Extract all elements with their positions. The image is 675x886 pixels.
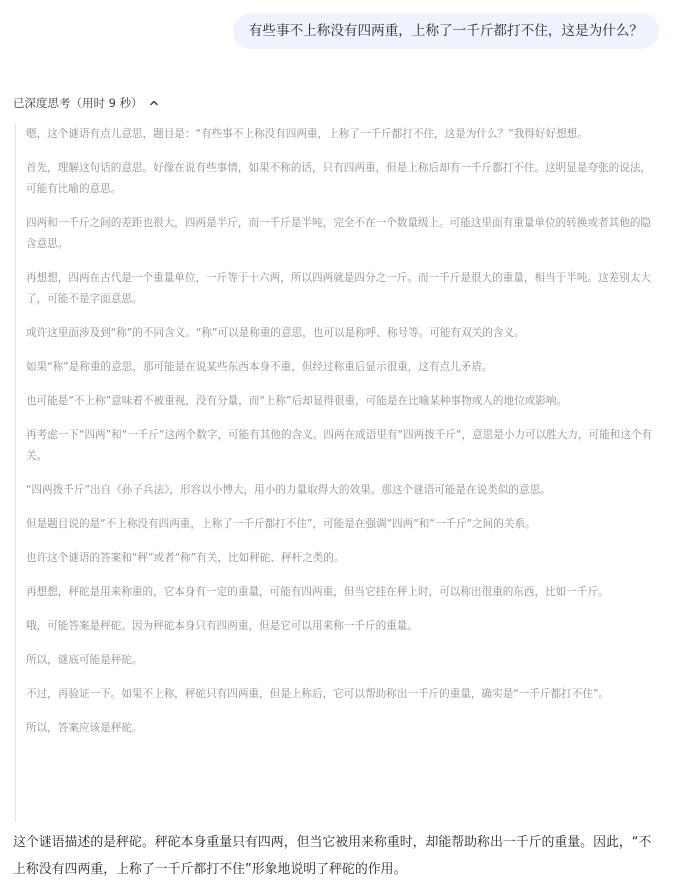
- thinking-paragraph: 不过，再验证一下。如果不上称，秤砣只有四两重，但是上称后，它可以帮助称出一千斤的重量，确实是“一千斤都打不住”。: [26, 688, 610, 700]
- thinking-content: [15, 124, 653, 822]
- thinking-paragraph: 也可能是“不上称”意味着不被重视，没有分量，而“上称”后却显得很重，可能是在比喻某种事物或人的地位或影响。: [26, 395, 568, 407]
- thinking-paragraph: 如果“称”是称重的意思，那可能是在说某些东西本身不重，但经过称重后显示很重，这有点儿矛盾。: [26, 361, 493, 373]
- thinking-toggle[interactable]: [13, 94, 159, 112]
- final-answer: 这个谜语描述的是秤砣。秤砣本身重量只有四两，但当它被用来称重时，却能帮助称出一千斤的重量。因此，“不上称没有四两重，上称了一千斤都打不住”形象地说明了秤砣的作用。: [13, 835, 652, 877]
- thinking-paragraph: 四两和一千斤之间的差距也很大，四两是半斤，而一千斤是半吨，完全不在一个数量级上。可能这里面有重量单位的转换或者其他的隐含意思。: [26, 217, 652, 250]
- thinking-paragraph: 再想想，四两在古代是一个重量单位，一斤等于十六两，所以四两就是四分之一斤。而一千斤是很大的重量，相当于半吨。这差别太大了，可能不是字面意思。: [26, 272, 652, 305]
- thinking-paragraph: 但是题目说的是“不上称没有四两重，上称了一千斤都打不住”，可能是在强调“四两”和“一千斤”之间的关系。: [26, 518, 536, 530]
- user-message-bubble: 有些事不上称没有四两重，上称了一千斤都打不住，这是为什么？: [233, 13, 659, 49]
- thinking-paragraph: 所以，谜底可能是秤砣。: [26, 654, 143, 666]
- thinking-paragraph: 再考虑一下“四两”和“一千斤”这两个数字，可能有其他的含义。四两在成语里有“四两拨千斤”，意思是小力可以胜大力，可能和这个有关。: [26, 429, 653, 462]
- thinking-paragraph: 嗯，这个谜语有点儿意思，题目是：“有些事不上称没有四两重，上称了一千斤都打不住，这是为什么？”我得好好想想。: [26, 128, 588, 140]
- thinking-paragraph: 首先，理解这句话的意思。好像在说有些事情，如果不称的话，只有四两重，但是上称后却有一千斤都打不住。这明显是夸张的说法，可能有比喻的意思。: [26, 162, 652, 195]
- thinking-header-label: 已深度思考（用时 9 秒）: [13, 96, 143, 110]
- thinking-paragraph: 再想想，秤砣是用来称重的，它本身有一定的重量，可能有四两重，但当它挂在秤上时，可以称出很重的东西，比如一千斤。: [26, 586, 609, 598]
- thinking-paragraph: “四两拨千斤”出自《孙子兵法》，形容以小博大，用小的力量取得大的效果。那这个谜语可能是在说类似的意思。: [26, 484, 551, 496]
- chevron-up-icon: [149, 98, 159, 108]
- thinking-paragraph: 哦，可能答案是秤砣。因为秤砣本身只有四两重，但是它可以用来称一千斤的重量。: [26, 620, 418, 632]
- thinking-paragraph: 所以，答案应该是秤砣。: [26, 722, 143, 734]
- thinking-paragraph: 也许这个谜语的答案和“秤”或者“称”有关，比如秤砣、秤杆之类的。: [26, 552, 345, 564]
- thinking-paragraph: 或许这里面涉及到“称”的不同含义。“称”可以是称重的意思，也可以是称呼、称号等。可能有双关的含义。: [26, 327, 525, 339]
